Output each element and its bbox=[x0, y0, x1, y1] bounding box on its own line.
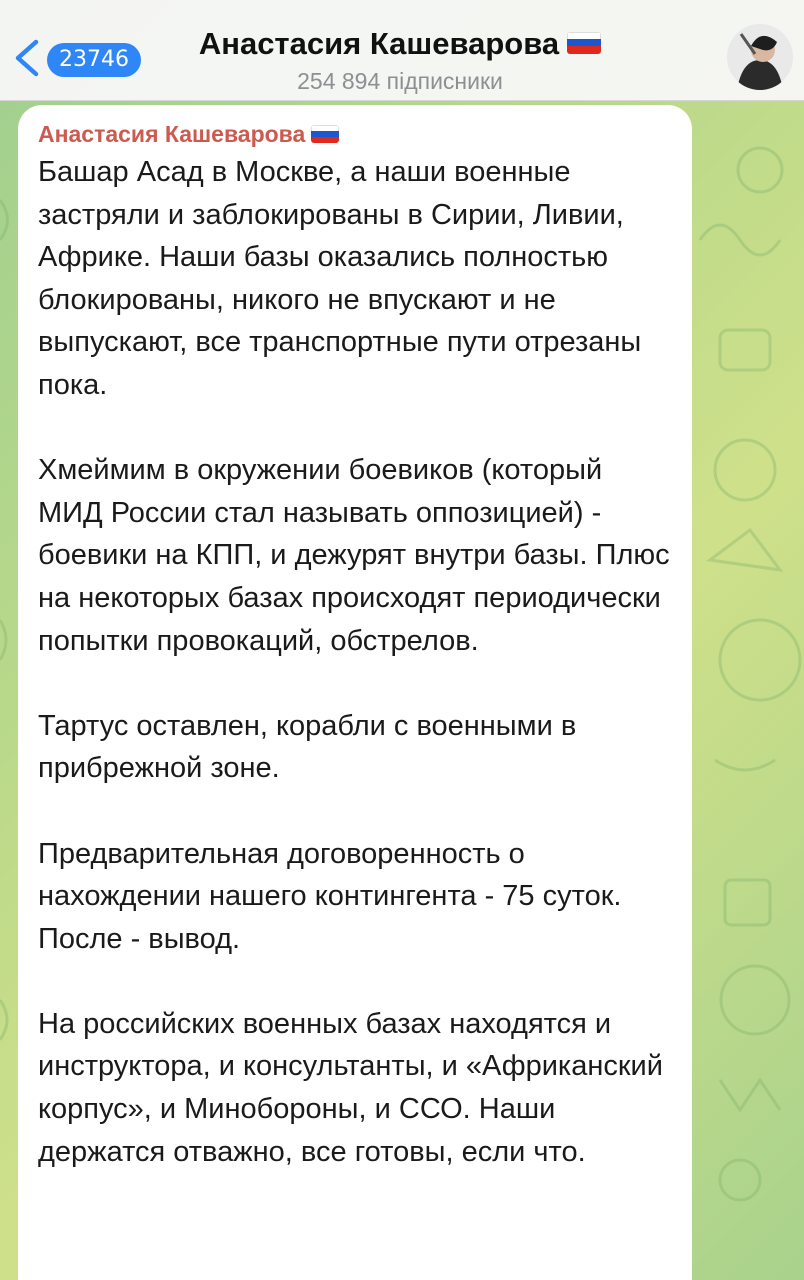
chat-title-area[interactable] bbox=[150, 24, 650, 96]
unread-count-badge[interactable]: 23746 bbox=[47, 43, 141, 77]
avatar-image bbox=[727, 24, 793, 90]
russia-flag-icon bbox=[311, 125, 339, 143]
channel-avatar[interactable] bbox=[727, 24, 793, 90]
back-button[interactable] bbox=[10, 38, 46, 78]
message-sender-name: Анастасия Кашеварова bbox=[38, 121, 306, 147]
message-paragraph: Тартус оставлен, корабли с военными в прибрежной зоне. bbox=[38, 709, 577, 785]
russia-flag-icon bbox=[567, 32, 601, 54]
message-sender[interactable] bbox=[38, 119, 672, 149]
message-paragraph: На российских военных базах находятся и инструктора, и консультанты, и «Африканский корпус», и Минобороны, и ССО. Наши держатся отважно, все готовы, если что. bbox=[38, 1007, 663, 1168]
message-paragraph: Предварительная договоренность о нахождении нашего контингента - 75 суток. После - вывод. bbox=[38, 837, 622, 955]
chat-title bbox=[150, 24, 650, 64]
chat-header bbox=[0, 0, 804, 101]
message-paragraph: Башар Асад в Москве, а наши военные застряли и заблокированы в Сирии, Ливии, Африке. Наши базы оказались полностью блокированы, никого не впускают и не выпускают, все транспортные пути отрезаны пока. bbox=[38, 156, 642, 401]
message-bubble[interactable] bbox=[18, 105, 692, 1280]
message-text bbox=[38, 151, 672, 1173]
chevron-left-icon bbox=[10, 38, 46, 78]
subscriber-count: 254 894 підписники bbox=[297, 68, 503, 94]
message-paragraph: Хмеймим в окружении боевиков (который МИД России стал называть оппозицией) - боевики на КПП, и дежурят внутри базы. Плюс на некоторых базах происходят периодически попытки провокаций, обстрелов. bbox=[38, 454, 670, 657]
chat-title-text: Анастасия Кашеварова bbox=[198, 26, 560, 61]
